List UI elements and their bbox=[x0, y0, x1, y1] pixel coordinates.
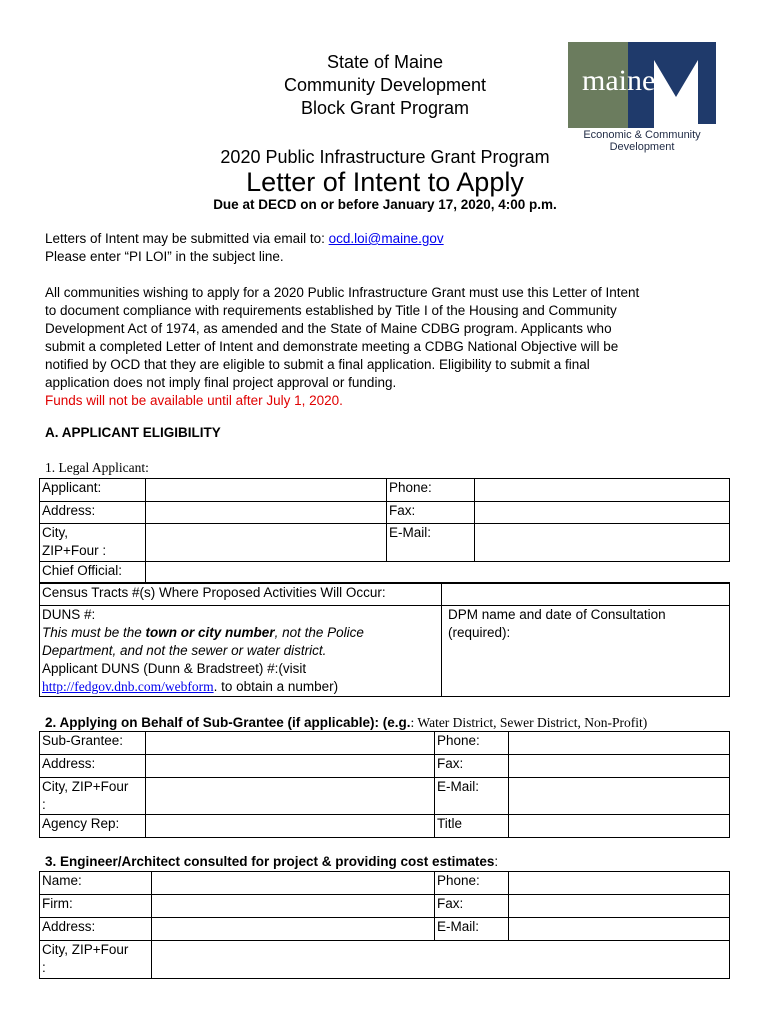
logo-caption-line1: Economic & Community bbox=[583, 129, 701, 141]
city-label-1: City, bbox=[42, 525, 68, 540]
duns-note-b: town or city number bbox=[145, 625, 275, 640]
program-name: 2020 Public Infrastructure Grant Program bbox=[220, 147, 550, 167]
maine-logo-icon bbox=[568, 42, 716, 128]
subgrantee-label: Sub-Grantee: bbox=[40, 732, 146, 755]
applicant-label: Applicant: bbox=[40, 479, 146, 502]
duns-note-a: This must be the bbox=[42, 625, 146, 640]
intro-line-1: All communities wishing to apply for a 2020 Public Infrastructure Grant must use this Letter of Intent bbox=[45, 285, 640, 300]
dpm-label-1: DPM name and date of Consultation bbox=[448, 607, 666, 622]
intro-paragraph bbox=[45, 284, 745, 410]
fax-field[interactable] bbox=[475, 502, 730, 524]
section-2-heading bbox=[45, 715, 745, 731]
address-label: Address: bbox=[40, 502, 146, 524]
fax-label: Fax: bbox=[387, 502, 475, 524]
eng-city-1: City, ZIP+Four bbox=[42, 942, 129, 957]
logo-caption-line2: Development bbox=[609, 141, 675, 153]
eng-phone-field[interactable] bbox=[509, 872, 730, 895]
phone-field[interactable] bbox=[475, 479, 730, 502]
city-label-2: ZIP+Four : bbox=[42, 543, 107, 558]
sub-city-label bbox=[40, 778, 146, 815]
applicant-table bbox=[39, 478, 730, 583]
phone-label: Phone: bbox=[387, 479, 475, 502]
sub-city-2: : bbox=[42, 797, 46, 812]
sub-city-field[interactable] bbox=[146, 778, 435, 815]
eng-city-field[interactable] bbox=[152, 941, 730, 979]
email-label: E-Mail: bbox=[387, 524, 475, 562]
logo-caption bbox=[560, 129, 724, 153]
email-field[interactable] bbox=[475, 524, 730, 562]
subgrantee-field[interactable] bbox=[146, 732, 435, 755]
legal-applicant-label: 1. Legal Applicant: bbox=[45, 460, 149, 475]
duns-note-d: Department, and not the sewer or water district. bbox=[42, 643, 327, 658]
intro-line-3: Development Act of 1974, as amended and the State of Maine CDBG program. Applicants who bbox=[45, 321, 612, 336]
duns-tail: . to obtain a number) bbox=[213, 679, 339, 694]
intro-line-4: submit a completed Letter of Intent and demonstrate meeting a CDBG National Objective will be bbox=[45, 339, 619, 354]
eng-city-2: : bbox=[42, 960, 46, 975]
sub-city-1: City, ZIP+Four bbox=[42, 779, 129, 794]
eng-fax-field[interactable] bbox=[509, 895, 730, 918]
intro-line-2: to document compliance with requirements established by Title I of the Housing and Community bbox=[45, 303, 617, 318]
eng-email-field[interactable] bbox=[509, 918, 730, 941]
agency-rep-field[interactable] bbox=[146, 815, 435, 838]
section-3-colon: : bbox=[494, 854, 499, 869]
agency-title-label: Title bbox=[435, 815, 509, 838]
intro-line-6: application does not imply final project approval or funding. bbox=[45, 375, 397, 390]
page-title: Letter of Intent to Apply bbox=[246, 167, 524, 197]
duns-link-line bbox=[42, 678, 439, 696]
eng-phone-label: Phone: bbox=[435, 872, 509, 895]
sub-phone-label: Phone: bbox=[435, 732, 509, 755]
eng-firm-label: Firm: bbox=[40, 895, 152, 918]
city-label bbox=[40, 524, 146, 562]
section-3-heading bbox=[45, 854, 745, 869]
section-2-heading-bold: 2. Applying on Behalf of Sub-Grantee (if applicable): (e.g. bbox=[45, 715, 411, 730]
duns-label: DUNS #: bbox=[42, 607, 96, 622]
email-link[interactable]: ocd.loi@maine.gov bbox=[328, 231, 444, 246]
sub-fax-field[interactable] bbox=[509, 755, 730, 778]
email-line bbox=[45, 230, 745, 248]
sub-fax-label: Fax: bbox=[435, 755, 509, 778]
logo-word: maine bbox=[582, 64, 656, 97]
eng-fax-label: Fax: bbox=[435, 895, 509, 918]
duns-note bbox=[42, 624, 439, 642]
census-field[interactable] bbox=[442, 584, 730, 606]
header-state: State of Maine bbox=[326, 52, 444, 72]
header-community: Community Development bbox=[283, 75, 487, 95]
duns-link[interactable]: http://fedgov.dnb.com/webform bbox=[42, 679, 214, 694]
chief-official-label: Chief Official: bbox=[40, 562, 146, 583]
duns-cell[interactable] bbox=[40, 606, 442, 697]
census-duns-table bbox=[39, 583, 730, 697]
duns-note-c: , not the Police bbox=[274, 625, 364, 640]
eng-name-label: Name: bbox=[40, 872, 152, 895]
email-prefix: Letters of Intent may be submitted via email to: bbox=[45, 231, 329, 246]
funds-note: Funds will not be available until after July 1, 2020. bbox=[45, 393, 343, 408]
sub-address-label: Address: bbox=[40, 755, 146, 778]
eng-firm-field[interactable] bbox=[152, 895, 435, 918]
applicant-field[interactable] bbox=[146, 479, 387, 502]
subgrantee-table bbox=[39, 731, 730, 838]
subject-line: Please enter “PI LOI” in the subject line. bbox=[45, 249, 284, 264]
due-date: Due at DECD on or before January 17, 2020, 4:00 p.m. bbox=[213, 197, 557, 212]
dpm-label-2: (required): bbox=[448, 625, 511, 640]
agency-title-field[interactable] bbox=[509, 815, 730, 838]
intro-line-5: notified by OCD that they are eligible to submit a final application. Eligibility to submit a final bbox=[45, 357, 590, 372]
census-label: Census Tracts #(s) Where Proposed Activities Will Occur: bbox=[40, 584, 442, 606]
address-field[interactable] bbox=[146, 502, 387, 524]
header-block-grant: Block Grant Program bbox=[300, 98, 470, 118]
section-a-heading: A. APPLICANT ELIGIBILITY bbox=[45, 425, 221, 440]
section-2-heading-tail: : Water District, Sewer District, Non-Profit) bbox=[410, 715, 648, 730]
eng-name-field[interactable] bbox=[152, 872, 435, 895]
sub-email-field[interactable] bbox=[509, 778, 730, 815]
sub-address-field[interactable] bbox=[146, 755, 435, 778]
sub-email-label: E-Mail: bbox=[435, 778, 509, 815]
engineer-table bbox=[39, 871, 730, 979]
eng-city-label bbox=[40, 941, 152, 979]
city-field[interactable] bbox=[146, 524, 387, 562]
section-3-heading-bold: 3. Engineer/Architect consulted for project & providing cost estimates bbox=[45, 854, 495, 869]
eng-email-label: E-Mail: bbox=[435, 918, 509, 941]
agency-rep-label: Agency Rep: bbox=[40, 815, 146, 838]
eng-address-label: Address: bbox=[40, 918, 152, 941]
eng-address-field[interactable] bbox=[152, 918, 435, 941]
sub-phone-field[interactable] bbox=[509, 732, 730, 755]
duns-visit: Applicant DUNS (Dunn & Bradstreet) #:(visit bbox=[42, 661, 307, 676]
dpm-cell[interactable] bbox=[442, 606, 730, 697]
chief-official-field[interactable] bbox=[146, 562, 730, 583]
